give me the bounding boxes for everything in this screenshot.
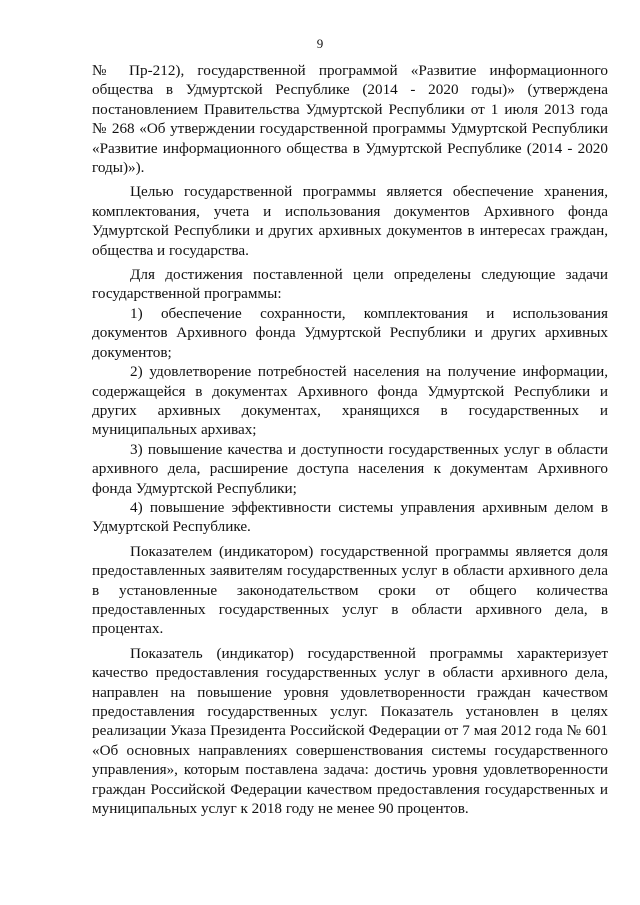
paragraph-task-4: 4) повышение эффективности системы управления архивным делом в Удмуртской Республике. bbox=[92, 498, 608, 536]
paragraph-indicator-description: Показатель (индикатор) государственной программы характеризует качество предоставления государственных услуг в области архивного дела, направлен на повышение уровня удовлетворенности граждан качеством предоставления государственных услуг. Показатель установлен в целях реализации Указа Президента Российской Федерации от 7 мая 2012 года № 601 «Об основных направлениях совершенствования системы государственного управления», которым поставлена задача: достичь уровня удовлетворенности граждан Российской Федерации качеством предоставления государственных и муниципальных услуг к 2018 году не менее 90 процентов. bbox=[92, 644, 608, 818]
paragraph-program-goal: Целью государственной программы является обеспечение хранения, комплектования, учета и использования документов Архивного фонда Удмуртской Республики и других архивных документов в интересах граждан, общества и государства. bbox=[92, 183, 608, 259]
document-body bbox=[92, 61, 608, 818]
paragraph-task-2: 2) удовлетворение потребностей населения на получение информации, содержащейся в документах Архивного фонда Удмуртской Республики и других архивных документах, хранящихся в государственных и муниципальных архивах; bbox=[92, 363, 608, 439]
paragraph-task-3: 3) повышение качества и доступности государственных услуг в области архивного дела, расширение доступа населения к документам Архивного фонда Удмуртской Республики; bbox=[92, 440, 608, 497]
page-number: 9 bbox=[316, 36, 324, 51]
paragraph-task-1: 1) обеспечение сохранности, комплектования и использования документов Архивного фонда Удмуртской Республики и других архивных документов; bbox=[92, 304, 608, 361]
paragraph-program-reference: № Пр-212), государственной программой «Развитие информационного общества в Удмуртской Республике (2014 - 2020 годы)» (утверждена постановлением Правительства Удмуртской Республики от 1 июля 2013 года № 268 «Об утверждении государственной программы Удмуртской Республики «Развитие информационного общества в Удмуртской Республике (2014 - 2020 годы)»). bbox=[92, 62, 608, 177]
paragraph-tasks-intro: Для достижения поставленной цели определены следующие задачи государственной программы: bbox=[92, 266, 608, 303]
paragraph-indicator-definition: Показателем (индикатором) государственной программы является доля предоставленных заявителям государственных услуг в области архивного дела в установленные законодательством сроки от общего количества предоставленных государственных услуг в области архивного дела, в процентах. bbox=[92, 542, 608, 638]
